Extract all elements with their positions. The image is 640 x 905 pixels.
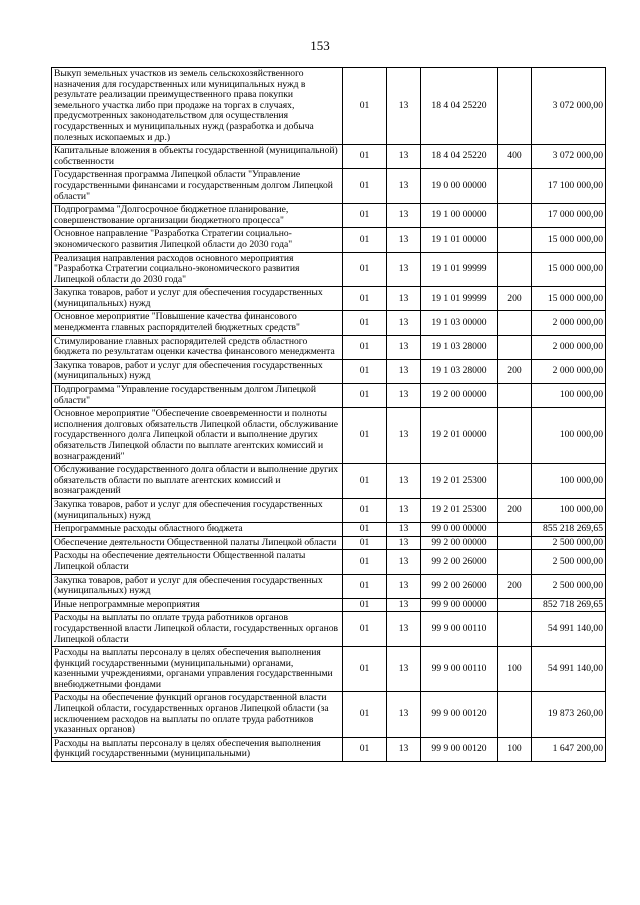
row-section-cell: 01	[343, 169, 387, 204]
row-expense-type-cell	[498, 612, 532, 647]
row-target-article-cell: 18 4 04 25220	[421, 68, 498, 145]
row-section-cell: 01	[343, 550, 387, 574]
row-subsection-cell: 13	[387, 384, 421, 408]
row-target-article-cell: 19 1 03 28000	[421, 359, 498, 383]
row-expense-type-cell	[498, 692, 532, 737]
row-expense-type-cell	[498, 523, 532, 537]
table-row	[52, 647, 606, 692]
row-sum-cell: 15 000 000,00	[532, 228, 606, 252]
row-name-cell: Расходы на обеспечение деятельности Общественной палаты Липецкой области	[52, 550, 343, 574]
row-section-cell: 01	[343, 252, 387, 287]
row-section-cell: 01	[343, 228, 387, 252]
row-subsection-cell: 13	[387, 408, 421, 464]
table-row	[52, 498, 606, 522]
row-subsection-cell: 13	[387, 252, 421, 287]
row-subsection-cell: 13	[387, 737, 421, 761]
row-sum-cell: 17 000 000,00	[532, 204, 606, 228]
table-row	[52, 311, 606, 335]
row-target-article-cell: 19 1 03 28000	[421, 335, 498, 359]
table-row	[52, 252, 606, 287]
row-section-cell: 01	[343, 574, 387, 598]
row-section-cell: 01	[343, 68, 387, 145]
row-expense-type-cell: 400	[498, 145, 532, 169]
row-target-article-cell: 99 9 00 00110	[421, 612, 498, 647]
row-sum-cell: 2 500 000,00	[532, 536, 606, 550]
row-expense-type-cell: 100	[498, 737, 532, 761]
table-row	[52, 68, 606, 145]
row-name-cell: Расходы на выплаты по оплате труда работников органов государственной власти Липецкой области, государственных органов Липецкой области	[52, 612, 343, 647]
row-target-article-cell: 99 2 00 00000	[421, 536, 498, 550]
row-sum-cell: 2 500 000,00	[532, 574, 606, 598]
row-subsection-cell: 13	[387, 204, 421, 228]
row-subsection-cell: 13	[387, 311, 421, 335]
row-section-cell: 01	[343, 647, 387, 692]
row-subsection-cell: 13	[387, 287, 421, 311]
row-target-article-cell: 99 0 00 00000	[421, 523, 498, 537]
row-sum-cell: 17 100 000,00	[532, 169, 606, 204]
table-row	[52, 335, 606, 359]
row-sum-cell: 855 218 269,65	[532, 523, 606, 537]
row-section-cell: 01	[343, 384, 387, 408]
row-sum-cell: 15 000 000,00	[532, 252, 606, 287]
row-target-article-cell: 99 9 00 00120	[421, 737, 498, 761]
table-row	[52, 598, 606, 612]
row-expense-type-cell	[498, 68, 532, 145]
row-sum-cell: 852 718 269,65	[532, 598, 606, 612]
row-subsection-cell: 13	[387, 498, 421, 522]
table-row	[52, 287, 606, 311]
row-subsection-cell: 13	[387, 692, 421, 737]
row-sum-cell: 1 647 200,00	[532, 737, 606, 761]
row-section-cell: 01	[343, 692, 387, 737]
row-name-cell: Закупка товаров, работ и услуг для обеспечения государственных (муниципальных) нужд	[52, 359, 343, 383]
row-name-cell: Обслуживание государственного долга области и выполнение других обязательств области по выплате агентских комиссий и вознаграждений	[52, 464, 343, 499]
table-row	[52, 204, 606, 228]
row-section-cell: 01	[343, 523, 387, 537]
row-expense-type-cell	[498, 204, 532, 228]
row-target-article-cell: 99 9 00 00120	[421, 692, 498, 737]
row-section-cell: 01	[343, 287, 387, 311]
row-subsection-cell: 13	[387, 68, 421, 145]
row-section-cell: 01	[343, 359, 387, 383]
row-sum-cell: 2 000 000,00	[532, 359, 606, 383]
row-name-cell: Государственная программа Липецкой области "Управление государственными финансами и государственным долгом Липецкой области"	[52, 169, 343, 204]
row-expense-type-cell	[498, 311, 532, 335]
table-row	[52, 228, 606, 252]
table-row	[52, 536, 606, 550]
row-target-article-cell: 19 2 00 00000	[421, 384, 498, 408]
row-name-cell: Расходы на выплаты персоналу в целях обеспечения выполнения функций государственными (муниципальными) органами, казенными учреждениями, органами управления государственными внебюджетными фондами	[52, 647, 343, 692]
row-sum-cell: 100 000,00	[532, 498, 606, 522]
row-target-article-cell: 19 1 01 00000	[421, 228, 498, 252]
row-name-cell: Реализация направления расходов основного мероприятия "Разработка Стратегии социально-экономического развития Липецкой области до 2030 года"	[52, 252, 343, 287]
row-subsection-cell: 13	[387, 647, 421, 692]
row-expense-type-cell	[498, 384, 532, 408]
row-expense-type-cell	[498, 252, 532, 287]
table-row	[52, 145, 606, 169]
row-target-article-cell: 99 2 00 26000	[421, 550, 498, 574]
row-name-cell: Подпрограмма "Управление государственным долгом Липецкой области"	[52, 384, 343, 408]
row-sum-cell: 54 991 140,00	[532, 647, 606, 692]
row-target-article-cell: 19 2 01 25300	[421, 498, 498, 522]
row-expense-type-cell	[498, 335, 532, 359]
row-target-article-cell: 99 2 00 26000	[421, 574, 498, 598]
row-name-cell: Основное направление "Разработка Стратегии социально-экономического развития Липецкой области до 2030 года"	[52, 228, 343, 252]
row-sum-cell: 15 000 000,00	[532, 287, 606, 311]
table-row	[52, 169, 606, 204]
row-name-cell: Расходы на выплаты персоналу в целях обеспечения выполнения функций государственными (муниципальными)	[52, 737, 343, 761]
row-section-cell: 01	[343, 737, 387, 761]
row-name-cell: Закупка товаров, работ и услуг для обеспечения государственных (муниципальных) нужд	[52, 498, 343, 522]
row-target-article-cell: 19 1 03 00000	[421, 311, 498, 335]
row-name-cell: Основное мероприятие "Повышение качества финансового менеджмента главных распорядителей бюджетных средств"	[52, 311, 343, 335]
row-expense-type-cell	[498, 536, 532, 550]
row-expense-type-cell: 200	[498, 574, 532, 598]
row-expense-type-cell	[498, 464, 532, 499]
table-row	[52, 408, 606, 464]
table-row	[52, 737, 606, 761]
row-name-cell: Расходы на обеспечение функций органов государственной власти Липецкой области, государственных органов Липецкой области (за исключением расходов на выплаты по оплате труда работников указанных органов)	[52, 692, 343, 737]
row-sum-cell: 100 000,00	[532, 464, 606, 499]
table-row	[52, 384, 606, 408]
table-row	[52, 574, 606, 598]
row-target-article-cell: 19 0 00 00000	[421, 169, 498, 204]
row-subsection-cell: 13	[387, 574, 421, 598]
row-section-cell: 01	[343, 598, 387, 612]
row-expense-type-cell	[498, 408, 532, 464]
row-target-article-cell: 19 2 01 00000	[421, 408, 498, 464]
row-section-cell: 01	[343, 536, 387, 550]
row-target-article-cell: 99 9 00 00000	[421, 598, 498, 612]
row-sum-cell: 100 000,00	[532, 408, 606, 464]
row-section-cell: 01	[343, 408, 387, 464]
row-target-article-cell: 19 2 01 25300	[421, 464, 498, 499]
page-number: 153	[310, 38, 330, 53]
row-subsection-cell: 13	[387, 598, 421, 612]
row-expense-type-cell: 200	[498, 287, 532, 311]
row-subsection-cell: 13	[387, 145, 421, 169]
row-section-cell: 01	[343, 612, 387, 647]
row-sum-cell: 19 873 260,00	[532, 692, 606, 737]
row-sum-cell: 3 072 000,00	[532, 68, 606, 145]
row-expense-type-cell	[498, 228, 532, 252]
table-row	[52, 612, 606, 647]
row-section-cell: 01	[343, 498, 387, 522]
row-target-article-cell: 19 1 01 99999	[421, 252, 498, 287]
row-expense-type-cell: 100	[498, 647, 532, 692]
row-section-cell: 01	[343, 204, 387, 228]
row-sum-cell: 100 000,00	[532, 384, 606, 408]
row-name-cell: Закупка товаров, работ и услуг для обеспечения государственных (муниципальных) нужд	[52, 574, 343, 598]
table-row	[52, 464, 606, 499]
row-section-cell: 01	[343, 311, 387, 335]
row-name-cell: Непрограммные расходы областного бюджета	[52, 523, 343, 537]
row-subsection-cell: 13	[387, 359, 421, 383]
row-name-cell: Стимулирование главных распорядителей средств областного бюджета по результатам оценки качества финансового менеджмента	[52, 335, 343, 359]
row-name-cell: Обеспечение деятельности Общественной палаты Липецкой области	[52, 536, 343, 550]
table-row	[52, 523, 606, 537]
row-name-cell: Закупка товаров, работ и услуг для обеспечения государственных (муниципальных) нужд	[52, 287, 343, 311]
row-sum-cell: 2 000 000,00	[532, 335, 606, 359]
row-expense-type-cell	[498, 169, 532, 204]
row-expense-type-cell: 200	[498, 498, 532, 522]
row-target-article-cell: 19 1 00 00000	[421, 204, 498, 228]
table-row	[52, 692, 606, 737]
row-expense-type-cell	[498, 598, 532, 612]
row-subsection-cell: 13	[387, 550, 421, 574]
row-sum-cell: 54 991 140,00	[532, 612, 606, 647]
row-subsection-cell: 13	[387, 523, 421, 537]
budget-table	[51, 67, 606, 762]
row-subsection-cell: 13	[387, 536, 421, 550]
row-subsection-cell: 13	[387, 335, 421, 359]
row-section-cell: 01	[343, 145, 387, 169]
row-sum-cell: 2 500 000,00	[532, 550, 606, 574]
table-row	[52, 550, 606, 574]
row-section-cell: 01	[343, 464, 387, 499]
row-name-cell: Иные непрограммные мероприятия	[52, 598, 343, 612]
row-expense-type-cell: 200	[498, 359, 532, 383]
row-subsection-cell: 13	[387, 464, 421, 499]
row-name-cell: Подпрограмма "Долгосрочное бюджетное планирование, совершенствование организации бюджетного процесса"	[52, 204, 343, 228]
row-subsection-cell: 13	[387, 612, 421, 647]
row-name-cell: Выкуп земельных участков из земель сельскохозяйственного назначения для государственных или муниципальных нужд в результате реализации преимущественного права покупки земельного участка либо при продаже на торгах в случаях, предусмотренных законодательством для осуществления государственных и муниципальных нужд (разработка и добыча полезных ископаемых и др.)	[52, 68, 343, 145]
row-subsection-cell: 13	[387, 228, 421, 252]
row-target-article-cell: 19 1 01 99999	[421, 287, 498, 311]
row-sum-cell: 2 000 000,00	[532, 311, 606, 335]
table-row	[52, 359, 606, 383]
row-target-article-cell: 99 9 00 00110	[421, 647, 498, 692]
row-name-cell: Капитальные вложения в объекты государственной (муниципальной) собственности	[52, 145, 343, 169]
row-subsection-cell: 13	[387, 169, 421, 204]
row-section-cell: 01	[343, 335, 387, 359]
row-expense-type-cell	[498, 550, 532, 574]
row-sum-cell: 3 072 000,00	[532, 145, 606, 169]
row-target-article-cell: 18 4 04 25220	[421, 145, 498, 169]
row-name-cell: Основное мероприятие "Обеспечение своевременности и полноты исполнения долговых обязательств Липецкой области, обслуживание государственного долга Липецкой области и выполнение других обязательств Липецкой области по выплате агентских комиссий и вознаграждений"	[52, 408, 343, 464]
